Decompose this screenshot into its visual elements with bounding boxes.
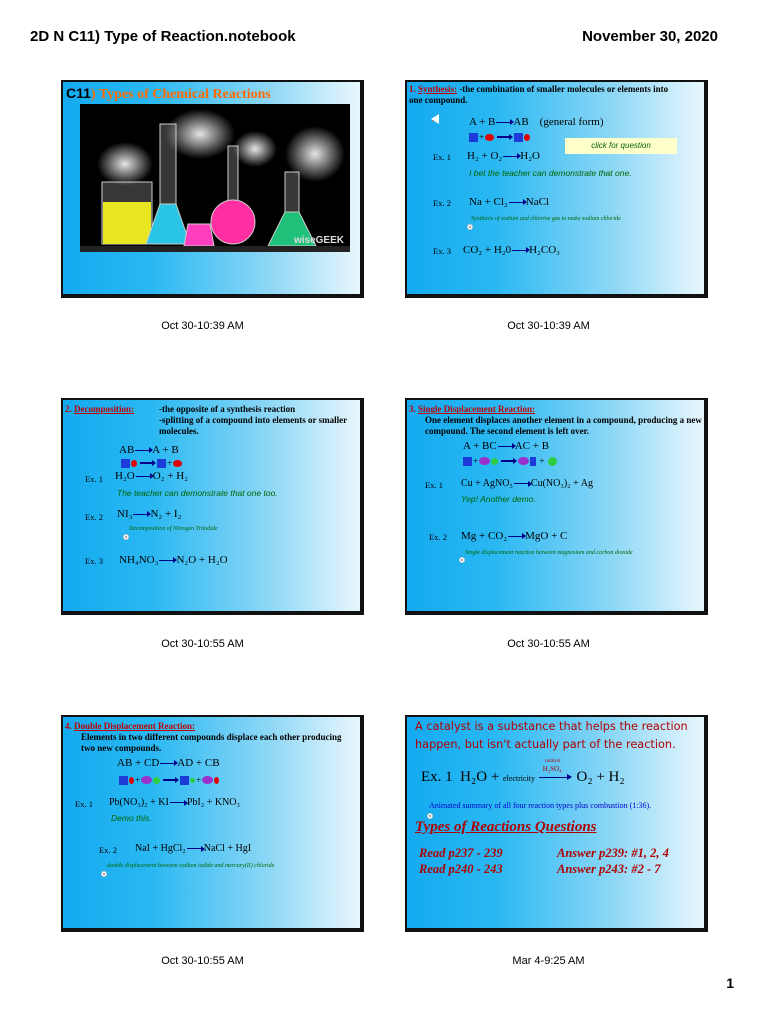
slide-decomposition[interactable]	[61, 398, 364, 615]
example-label: Ex. 2	[99, 845, 117, 855]
video-link-icon[interactable]	[101, 871, 107, 877]
example-label: Ex. 1	[433, 152, 451, 162]
double-displacement-molecule-animation: + +	[119, 775, 219, 785]
general-form-equation: A + BC AC + B	[463, 440, 550, 452]
slide-timestamp: Oct 30-10:39 AM	[161, 320, 244, 332]
video-link-icon[interactable]	[467, 224, 473, 230]
example-2-caption: Decomposition of Nitrogen Triiodide	[129, 526, 218, 532]
questions-title: Types of Reactions Questions	[415, 819, 597, 835]
decomposition-heading: 2. Decomposition:	[65, 404, 134, 414]
example-3-equation: NH₄NO₃ N₂O + H₂O	[119, 554, 228, 566]
general-form-equation: AB + CD AD + CB	[117, 757, 220, 769]
example-2-equation: NI₃ N₂ + I₂	[117, 508, 182, 520]
example-label: Ex. 1	[425, 480, 443, 490]
example-label: Ex. 2	[429, 532, 447, 542]
general-form-equation: A + B AB (general form)	[469, 116, 604, 128]
slide-timestamp: Mar 4-9:25 AM	[512, 955, 585, 967]
general-form-equation: AB A + B	[119, 444, 179, 456]
catalyst-formula: H₂SO₄	[542, 764, 562, 773]
notebook-title: 2D N C11) Type of Reaction.notebook	[30, 28, 296, 45]
double-displacement-heading: 4. Double Displacement Reaction:	[65, 721, 195, 731]
synthesis-molecule-animation: +	[469, 132, 530, 142]
example-1-note: I bet the teacher can demonstrate that one.	[469, 168, 632, 178]
reading-assignment-2: Read p240 - 243	[419, 862, 503, 876]
example-1-equation: H₂O O₂ + H₂	[115, 470, 188, 482]
single-displacement-desc: One element displaces another element in a compound, producing a new compound. The second element is left over.	[425, 415, 702, 436]
example-3-equation: CO₂ + H₂0 H₂CO₃	[463, 244, 561, 256]
decomposition-desc-2: -splitting of a compound into elements or smaller molecules.	[159, 415, 347, 436]
catalyst-definition: A catalyst is a substance that helps the reaction happen, but isn't actually part of the reaction.	[415, 720, 688, 751]
example-label: Ex. 3	[433, 246, 451, 256]
decomposition-desc-1: -the opposite of a synthesis reaction	[159, 404, 296, 414]
example-label: Ex. 1	[75, 799, 93, 809]
example-1-equation: Pb(NO₃)₂ + KI PbI₂ + KNO₃	[109, 797, 241, 808]
slide-label: C11	[66, 85, 91, 101]
click-for-question-button[interactable]: click for question	[565, 138, 677, 154]
single-displacement-heading: 3. Single Displacement Reaction:	[409, 404, 535, 414]
image-watermark: wiseGEEK	[293, 235, 344, 246]
slide-timestamp: Oct 30-10:55 AM	[161, 955, 244, 967]
slide-timestamp: Oct 30-10:39 AM	[507, 320, 590, 332]
slide-types-of-reactions[interactable]	[61, 80, 364, 298]
animated-summary-link[interactable]: Animated summary of all four reaction types plus combustion (1:36).	[429, 801, 652, 810]
video-link-icon[interactable]	[459, 557, 465, 563]
example-label: Ex. 2	[433, 198, 451, 208]
example-label: Ex. 2	[85, 512, 103, 522]
slide-synthesis[interactable]	[405, 80, 708, 298]
example-2-caption: Single displacement reaction between magnesium and carbon dioxide	[465, 550, 633, 556]
example-2-caption: Synthesis of sodium and chlorine gas to make sodium chloride	[471, 216, 621, 222]
example-1-equation: Cu + AgNO₃ Cu(NO₃)₂ + Ag	[461, 478, 593, 489]
slide-single-displacement[interactable]	[405, 398, 708, 615]
reading-assignment-1: Read p237 - 239	[419, 846, 503, 860]
example-2-equation: Na + Cl₂ NaCl	[469, 196, 549, 208]
page-number: 1	[726, 975, 734, 991]
slide-timestamp: Oct 30-10:55 AM	[507, 638, 590, 650]
example-1-note: Demo this.	[111, 813, 152, 823]
slide-timestamp: Oct 30-10:55 AM	[161, 638, 244, 650]
answer-assignment-1: Answer p239: #1, 2, 4	[557, 846, 669, 860]
example-label: Ex. 3	[85, 556, 103, 566]
example-1-equation: H₂ + O₂ H₂O	[467, 150, 540, 162]
example-1-note: The teacher can demonstrate that one too.	[117, 488, 278, 498]
catalyst-label: catalyst	[544, 758, 561, 764]
chemistry-glassware-image	[80, 104, 350, 252]
video-link-icon[interactable]	[123, 534, 129, 540]
example-2-equation: Mg + CO₂ MgO + C	[461, 530, 568, 542]
single-displacement-molecule-animation: + +	[463, 456, 557, 466]
slide-title-text: ) Types of Chemical Reactions	[90, 87, 271, 102]
synthesis-heading: 1. Synthesis: -the combination of smaller molecules or elements into one compound.	[409, 84, 669, 105]
answer-assignment-2: Answer p243: #2 - 7	[557, 862, 661, 876]
example-2-caption: double displacement between sodium iodide and mercury(II) chloride	[107, 863, 275, 869]
page-date: November 30, 2020	[582, 28, 718, 45]
slide-title	[66, 85, 271, 103]
example-1-note: Yep! Another demo.	[461, 494, 536, 504]
example-label: Ex. 1	[85, 474, 103, 484]
example-2-equation: NaI + HgCl₂ NaCl + HgI	[135, 843, 252, 854]
slide-catalyst-and-questions[interactable]	[405, 715, 708, 932]
decomposition-molecule-animation: +	[121, 458, 182, 468]
double-displacement-desc: Elements in two different compounds displace each other producing two new compounds.	[81, 732, 342, 753]
slide-double-displacement[interactable]	[61, 715, 364, 932]
play-triangle-icon[interactable]	[431, 114, 439, 124]
catalyst-example-equation: Ex. 1 H₂O + electricity catalyst H₂SO₄ O₂ + H₂	[421, 758, 625, 785]
